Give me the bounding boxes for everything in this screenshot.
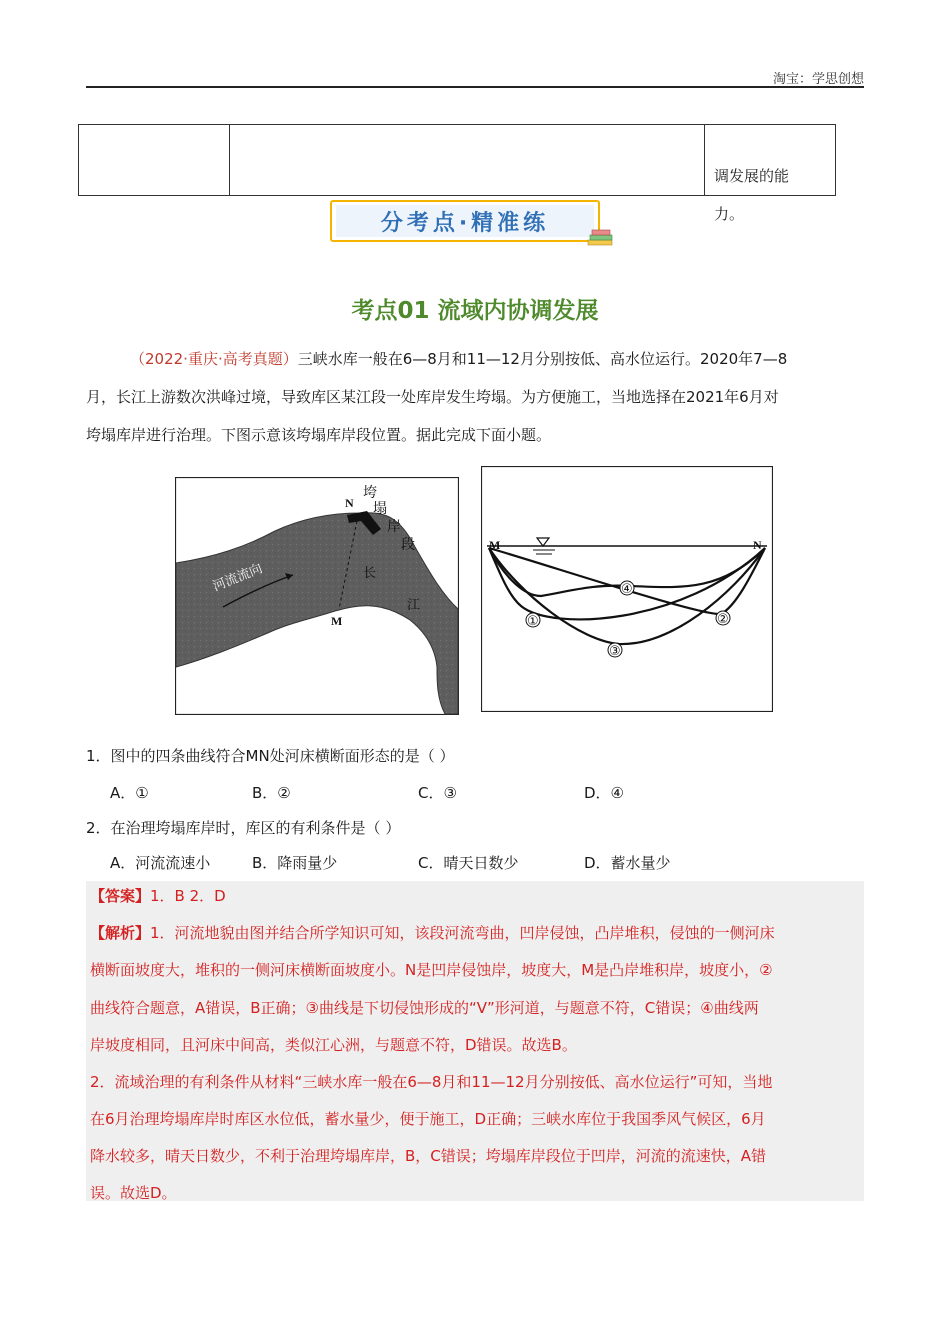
question-2-stem: 2．在治理垮塌库岸时，库区的有利条件是（ ） <box>86 819 401 837</box>
answer-line <box>90 878 864 916</box>
question-2-option-c: C．晴天日数少 <box>418 854 519 872</box>
question-source: （2022·重庆·高考真题） <box>130 350 298 368</box>
analysis-line-2: 横断面坡度大，堆积的一侧河床横断面坡度小。N是凹岸侵蚀岸，坡度大，M是凸岸堆积岸，坡度小，② <box>90 961 773 979</box>
curve-label-3: ③ <box>609 644 621 659</box>
section-n-label: N <box>753 538 762 552</box>
table-cell-text-continued: 力。 <box>714 205 745 223</box>
map-m-label: M <box>331 614 343 628</box>
question-1-option-a: A．① <box>110 784 149 802</box>
collapse-char: 塌 <box>373 501 387 517</box>
intro-line-1: （2022·重庆·高考真题）三峡水库一般在6—8月和11—12月分别按低、高水位运行。2020年7—8 <box>130 350 788 368</box>
river-name-char: 长 <box>363 566 377 581</box>
banner-label: 分考点·精准练 <box>336 205 594 237</box>
question-2-option-b: B．降雨量少 <box>252 854 338 872</box>
cross-section-figure <box>481 466 773 712</box>
collapse-char: 垮 <box>363 485 377 501</box>
analysis-line-8: 误。故选D。 <box>90 1184 177 1202</box>
analysis-line-7: 降水较多，晴天日数少，不利于治理垮塌库岸，B，C错误；垮塌库岸段位于凹岸，河流的流速快，A错 <box>90 1147 767 1165</box>
analysis-line-1: 【解析】1．河流地貌由图并结合所学知识可知，该段河流弯曲，凹岸侵蚀，凸岸堆积，侵蚀的一侧河床 <box>90 924 775 942</box>
collapse-char: 岸 <box>387 519 401 535</box>
analysis-line-6: 在6月治理垮塌库岸时库区水位低，蓄水量少，便于施工，D正确；三峡水库位于我国季风气候区，6月 <box>90 1110 766 1128</box>
question-1-stem: 1．图中的四条曲线符合MN处河床横断面形态的是（ ） <box>86 747 455 765</box>
question-2-option-a: A．河流流速小 <box>110 854 211 872</box>
section-banner <box>330 200 600 242</box>
intro-line-3: 垮塌库岸进行治理。下图示意该垮塌库岸段位置。据此完成下面小题。 <box>86 426 552 444</box>
analysis-line-3: 曲线符合题意，A错误，B正确；③曲线是下切侵蚀形成的“V”形河道，与题意不符，C错误；④曲线两 <box>90 999 759 1017</box>
curve-label-1: ① <box>527 614 539 629</box>
analysis-tag: 【解析】 <box>90 924 151 942</box>
question-1-option-c: C．③ <box>418 784 457 802</box>
curve-label-4: ④ <box>621 582 633 597</box>
books-icon <box>586 228 616 248</box>
section-title: 考点01 流域内协调发展 <box>351 298 599 324</box>
intro-line-2: 月，长江上游数次洪峰过境，导致库区某江段一处库岸发生垮塌。为方便施工，当地选择在2021年6月对 <box>86 388 779 406</box>
answer-text: 1．B 2．D <box>150 887 226 905</box>
section-m-label: M <box>489 538 501 552</box>
flow-direction-label: 河流流向 <box>210 561 265 595</box>
answer-tag: 【答案】 <box>90 887 151 905</box>
curve-label-2: ② <box>717 612 729 627</box>
table-divider <box>704 125 705 195</box>
map-n-label: N <box>345 496 354 510</box>
analysis-line-4: 岸坡度相同，且河床中间高，类似江心洲，与题意不符，D错误。故选B。 <box>90 1036 577 1054</box>
river-name-char: 江 <box>407 598 421 613</box>
table-cell-text: 调发展的能 <box>714 167 790 185</box>
question-1-option-d: D．④ <box>584 784 624 802</box>
collapse-char: 段 <box>401 537 415 553</box>
header-shop-text: 淘宝：学思创想 <box>772 72 864 87</box>
analysis-line-5: 2．流域治理的有利条件从材料“三峡水库一般在6—8月和11—12月分别按低、高水位运行”可知，当地 <box>90 1073 773 1091</box>
header-rule <box>86 86 864 88</box>
table-divider <box>229 125 230 195</box>
question-1-option-b: B．② <box>252 784 291 802</box>
question-2-option-d: D．蓄水量少 <box>584 854 671 872</box>
river-map-figure <box>175 477 459 715</box>
